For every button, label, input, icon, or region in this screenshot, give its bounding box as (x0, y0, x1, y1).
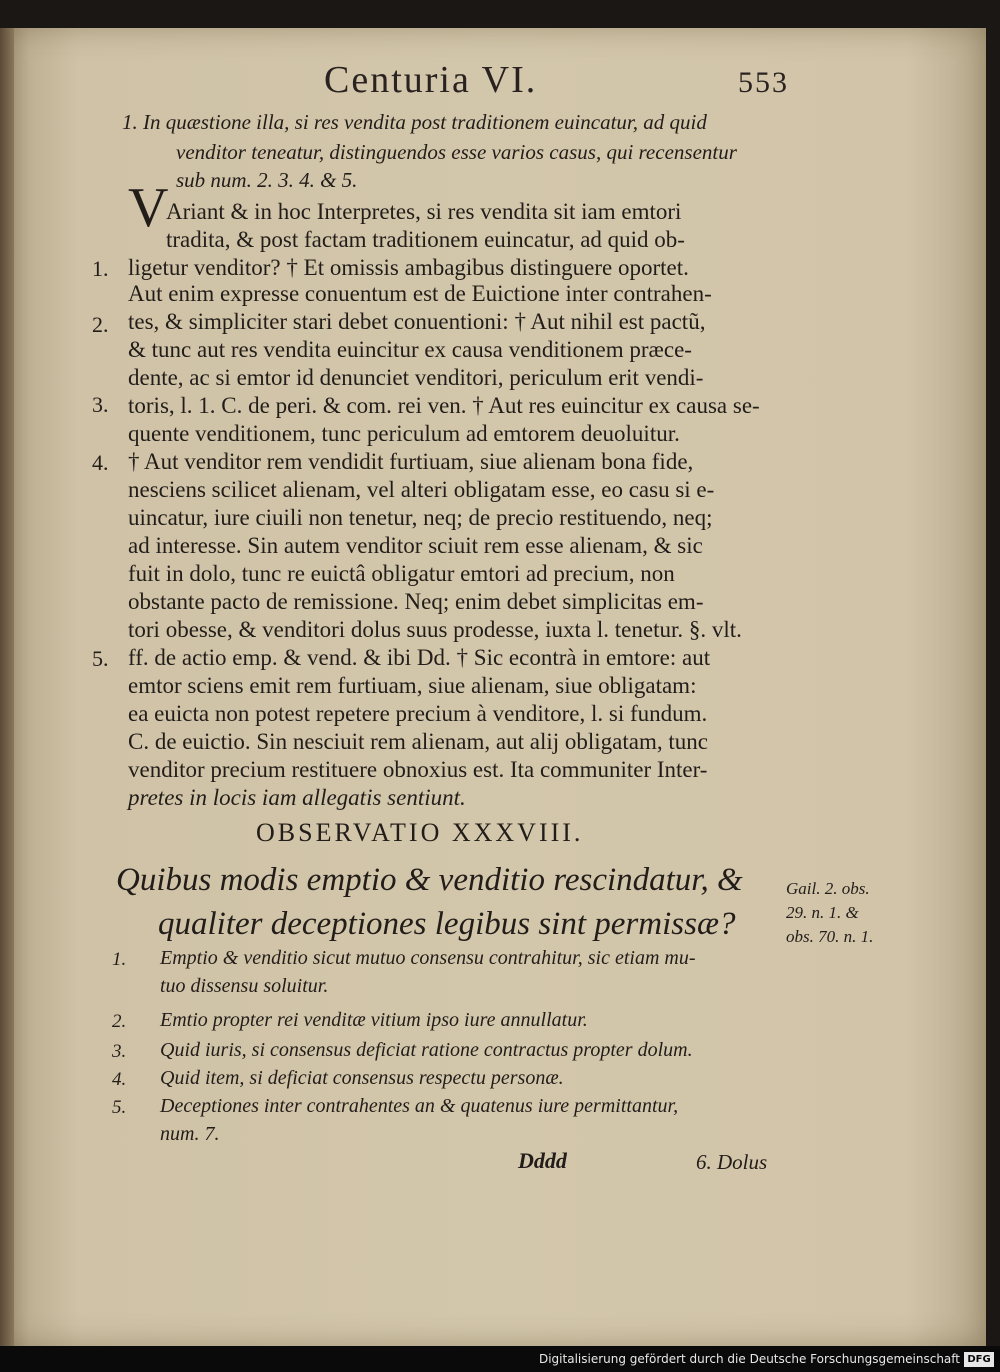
item-text: Emtio propter rei venditæ vitium ipso iure annullatur. (160, 1009, 588, 1031)
dfg-logo: DFG (964, 1352, 994, 1367)
catchword: 6. Dolus (696, 1150, 768, 1174)
margin-number: 5. (92, 646, 109, 671)
item-number: 1. (112, 949, 127, 970)
item-text: Quid item, si deficiat consensus respectu personæ. (160, 1067, 564, 1089)
margin-number: 1. (92, 256, 109, 281)
body-line: emtor sciens emit rem furtiuam, siue alienam, siue obligatam: (128, 673, 697, 698)
item-text: tuo dissensu soluitur. (160, 975, 329, 997)
body-line: tori obesse, & venditori dolus suus prodesse, iuxta l. tenetur. §. vlt. (128, 617, 742, 642)
margin-number: 2. (92, 312, 109, 337)
item-number: 3. (112, 1041, 127, 1062)
body-line: & tunc aut res vendita euincitur ex causa venditionem præce- (128, 337, 692, 362)
body-line: obstante pacto de remissione. Neq; enim debet simplicitas em- (128, 589, 704, 614)
item-text: num. 7. (160, 1123, 220, 1145)
item-text: Quid iuris, si consensus deficiat ratione contractus propter dolum. (160, 1039, 693, 1061)
body-line: fuit in dolo, tunc re euictâ obligatur emtori ad precium, non (128, 561, 675, 586)
summary-line: sub num. 2. 3. 4. & 5. (176, 168, 358, 192)
signature-mark: Dddd (518, 1148, 567, 1173)
side-note-line: Gail. 2. obs. (786, 879, 870, 898)
body-line: ligetur venditor? † Et omissis ambagibus distinguere oportet. (128, 255, 689, 280)
page-number: 553 (738, 66, 789, 99)
body-line: venditor precium restituere obnoxius est. Ita communiter Inter- (128, 757, 708, 782)
digitization-banner (0, 1346, 1000, 1372)
running-header: Centuria VI. (324, 59, 538, 101)
side-note-line: 29. n. 1. & (786, 903, 859, 922)
body-line: uincatur, iure ciuili non tenetur, neq; de precio restituendo, neq; (128, 505, 713, 530)
observation-heading-line: Quibus modis emptio & venditio rescindatur, & (116, 862, 743, 898)
body-line: ff. de actio emp. & vend. & ibi Dd. † Sic econtrà in emtore: aut (128, 645, 711, 670)
body-line: ad interesse. Sin autem venditor sciuit rem esse alienam, & sic (128, 533, 703, 558)
observation-heading-line: qualiter deceptiones legibus sint permissæ? (158, 906, 736, 942)
body-line: † Aut venditor rem vendidit furtiuam, siue alienam bona fide, (128, 449, 694, 474)
observation-title: OBSERVATIO XXXVIII. (256, 818, 584, 847)
banner-text: Digitalisierung gefördert durch die Deutsche Forschungsgemeinschaft (538, 1352, 960, 1366)
body-line: Aut enim expresse conuentum est de Euictione inter contrahen- (128, 281, 712, 306)
item-number: 5. (112, 1097, 127, 1118)
book-page (0, 28, 986, 1346)
book-spine (0, 28, 14, 1346)
item-number: 2. (112, 1011, 127, 1032)
body-line: tes, & simpliciter stari debet conuentioni: † Aut nihil est pactũ, (128, 309, 706, 334)
body-line: Ariant & in hoc Interpretes, si res vendita sit iam emtori (166, 199, 682, 224)
item-number: 4. (112, 1069, 127, 1090)
body-line: tradita, & post factam traditionem euincatur, ad quid ob- (166, 227, 685, 252)
drop-cap: V (128, 177, 169, 239)
summary-line: 1. In quæstione illa, si res vendita post traditionem euincatur, ad quid (122, 110, 707, 134)
side-note-line: obs. 70. n. 1. (786, 927, 874, 946)
body-line: nesciens scilicet alienam, vel alteri obligatam esse, eo casu si e- (128, 477, 715, 502)
margin-number: 3. (92, 392, 109, 417)
body-line: C. de euictio. Sin nesciuit rem alienam, aut alij obligatam, tunc (128, 729, 708, 754)
body-line: quente venditionem, tunc periculum ad emtorem deuoluitur. (128, 421, 680, 446)
body-line: toris, l. 1. C. de peri. & com. rei ven. † Aut res euincitur ex causa se- (128, 393, 760, 418)
body-line: dente, ac si emtor id denunciet venditori, periculum erit vendi- (128, 365, 704, 390)
item-text: Deceptiones inter contrahentes an & quatenus iure permittantur, (160, 1095, 679, 1117)
summary-line: venditor teneatur, distinguendos esse varios casus, qui recensentur (176, 140, 737, 164)
margin-number: 4. (92, 450, 109, 475)
body-line: ea euicta non potest repetere precium à venditore, l. si fundum. (128, 701, 708, 726)
item-text: Emptio & venditio sicut mutuo consensu contrahitur, sic etiam mu- (160, 947, 696, 969)
body-line: pretes in locis iam allegatis sentiunt. (128, 785, 466, 810)
